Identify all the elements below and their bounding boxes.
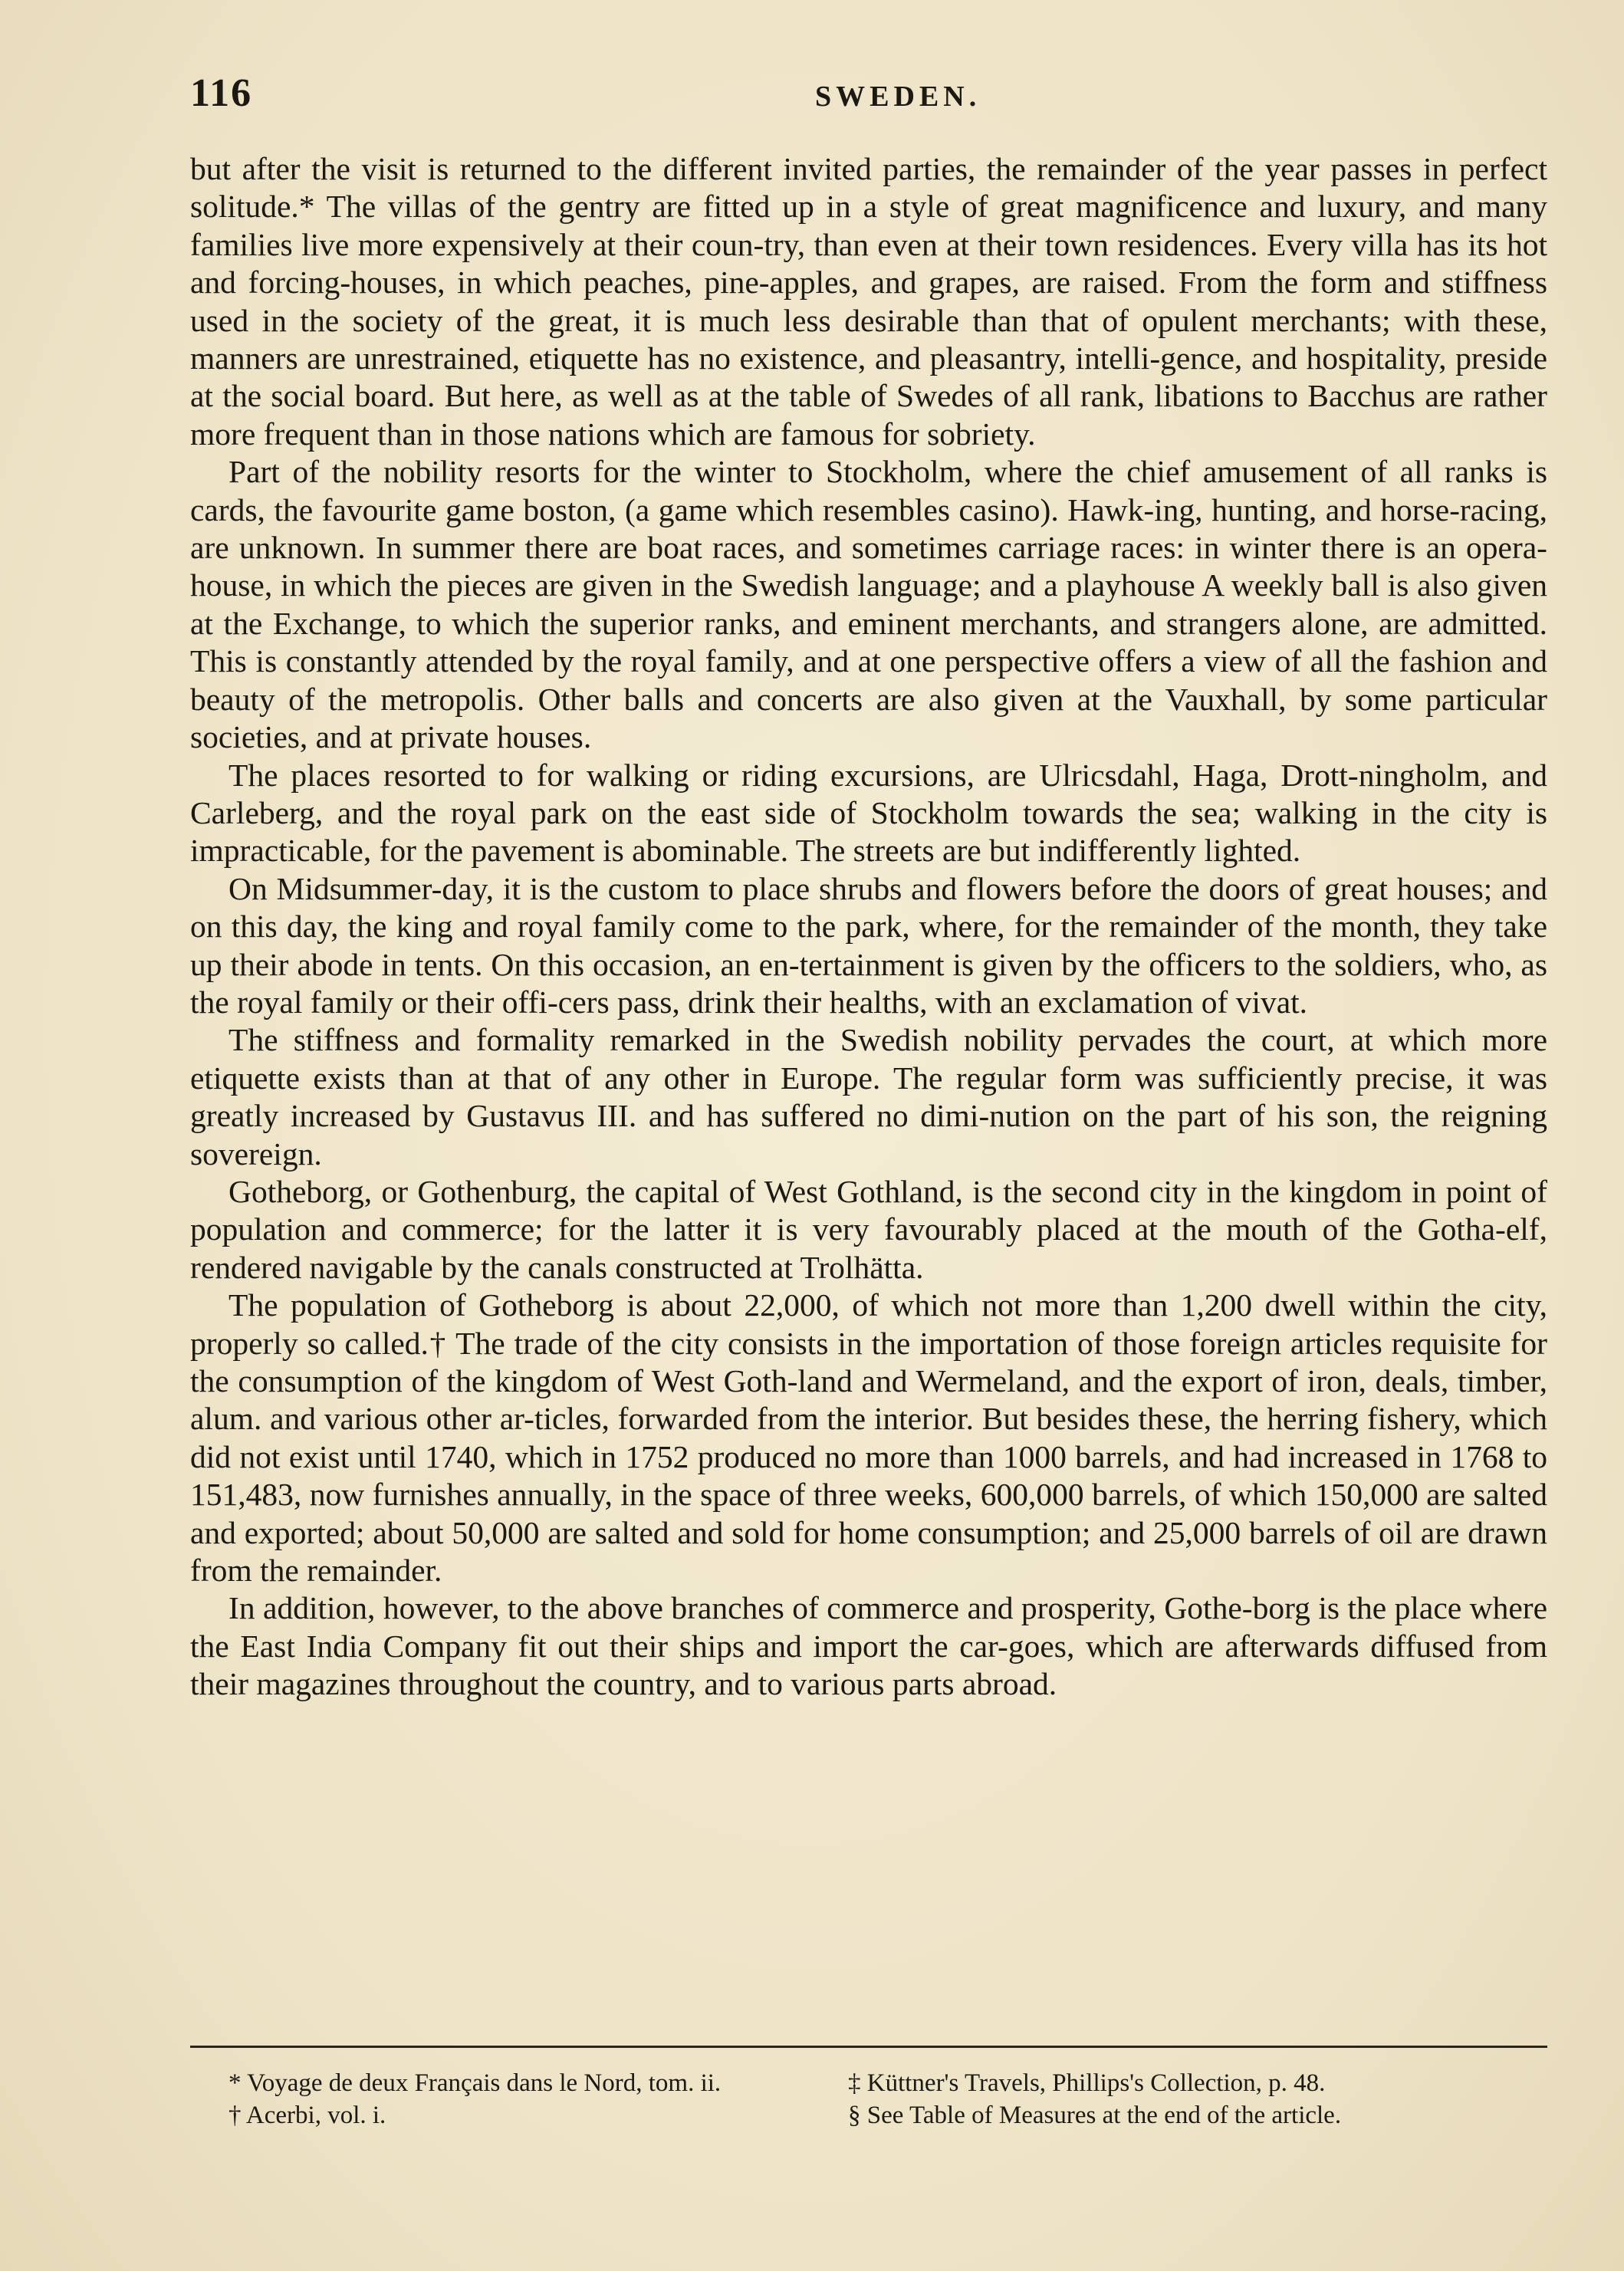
page-header [190, 71, 1547, 124]
paragraph: In addition, however, to the above branches of commerce and prosperity, Gothe-borg is the place where the East India Company fit out their ships and import the car-goes, which are afterwards diffused from their magazines throughout the country, and to various parts abroad. [190, 1590, 1547, 1702]
page-number: 116 [190, 71, 253, 115]
footnote: * Voyage de deux Français dans le Nord, tom. ii. [228, 2069, 722, 2097]
paragraph: The stiffness and formality remarked in the Swedish nobility pervades the court, at which more etiquette exists than at that of any other in Europe. The regular form was sufficiently precise, it was greatly increased by Gustavus III. and has suffered no dimi-nution on the part of his son, the reigning sovereign. [190, 1022, 1547, 1172]
paragraph: The places resorted to for walking or riding excursions, are Ulricsdahl, Haga, Drott-ningholm, and Carleberg, and the royal park on the east side of Stockholm towards the sea; walking in the city is impracticable, for the pavement is abominable. The streets are but indifferently lighted. [190, 757, 1547, 869]
footnote: ‡ Küttner's Travels, Phillips's Collection, p. 48. [848, 2069, 1326, 2097]
running-head: SWEDEN. [815, 81, 981, 113]
paragraph: Part of the nobility resorts for the winter to Stockholm, where the chief amusement of all ranks is cards, the favourite game boston, (a game which resembles casino). Hawk-ing, hunting, and horse-racing, are unknown. In summer there are boat races, and sometimes carriage races: in winter there is an opera-house, in which the pieces are given in the Swedish language; and a playhouse A weekly ball is also given at the Exchange, to which the superior ranks, and eminent merchants, and strangers alone, are admitted. This is constantly attended by the royal family, and at one perspective offers a view of all the fashion and beauty of the metropolis. Other balls and concerts are also given at the Vauxhall, by some particular societies, and at private houses. [190, 454, 1547, 755]
paragraph: On Midsummer-day, it is the custom to place shrubs and flowers before the doors of great houses; and on this day, the king and royal family come to the park, where, for the remainder of the month, they take up their abode in tents. On this occasion, an en-tertainment is given by the officers to the soldiers, who, as the royal family or their offi-cers pass, drink their healths, with an exclamation of vivat. [190, 870, 1547, 1020]
paragraph: The population of Gotheborg is about 22,000, of which not more than 1,200 dwell within the city, properly so called.† The trade of the city consists in the importation of those foreign articles requisite for the consumption of the kingdom of West Goth-land and Wermeland, and the export of iron, deals, timber, alum. and various other ar-ticles, forwarded from the interior. But besides these, the herring fishery, which did not exist until 1740, which in 1752 produced no more than 1000 barrels, and had increased in 1768 to 151,483, now furnishes annually, in the space of three weeks, 600,000 barrels, of which 150,000 are salted and exported; about 50,000 are salted and sold for home consumption; and 25,000 barrels of oil are drawn from the remainder. [190, 1287, 1547, 1589]
footnote: † Acerbi, vol. i. [228, 2102, 386, 2129]
footnotes-right-column [848, 2067, 1547, 2131]
paragraph: Gotheborg, or Gothenburg, the capital of West Gothland, is the second city in the kingdom in point of population and commerce; for the latter it is very favourably placed at the mouth of the Gotha-elf, rendered navigable by the canals constructed at Trolhätta. [190, 1173, 1547, 1285]
footnote: § See Table of Measures at the end of the article. [848, 2102, 1342, 2129]
body-text [190, 150, 1547, 1704]
paragraph: but after the visit is returned to the different invited parties, the remainder of the year passes in perfect solitude.* The villas of the gentry are fitted up in a style of great magnificence and luxury, and many families live more expensively at their coun-try, than even at their town residences. Every villa has its hot and forcing-houses, in which peaches, pine-apples, and grapes, are raised. From the form and stiffness used in the society of the great, it is much less desirable than that of opulent merchants; with these, manners are unrestrained, etiquette has no existence, and pleasantry, intelli-gence, and hospitality, preside at the social board. But here, as well as at the table of Swedes of all rank, libations to Bacchus are rather more frequent than in those nations which are famous for sobriety. [190, 151, 1547, 452]
footnote-divider [190, 2046, 1547, 2048]
footnotes-left-column [228, 2067, 811, 2131]
